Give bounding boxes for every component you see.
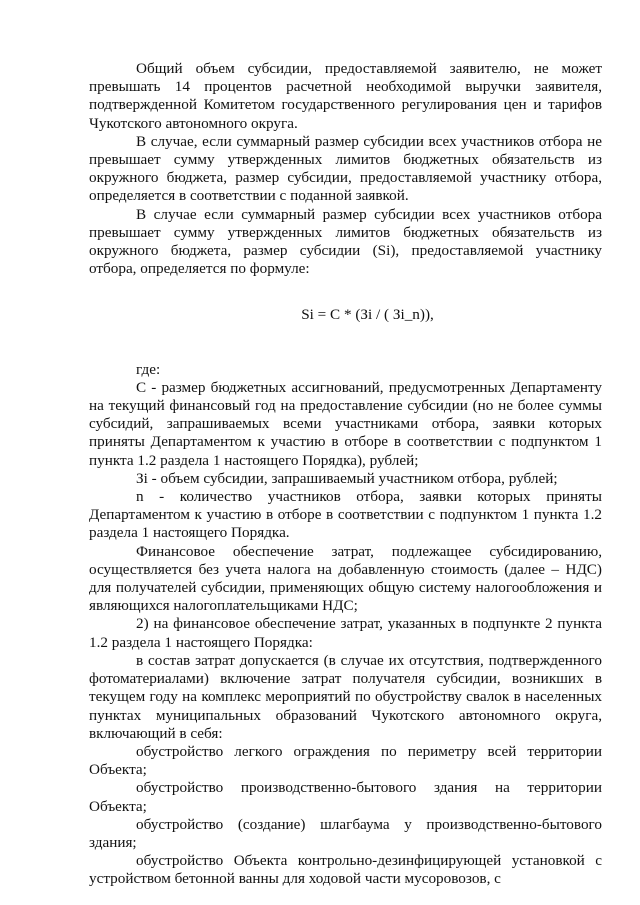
paragraph-vat: Финансовое обеспечение затрат, подлежащее субсидированию, осуществляется без учета налога на добавленную стоимость (далее – НДС) для получателей субсидии, применяющих общую систему налогообложения и являющихся налогоплательщиками НДС; bbox=[89, 542, 602, 615]
paragraph-item-2: 2) на финансовое обеспечение затрат, указанных в подпункте 2 пункта 1.2 раздела 1 настоящего Порядка: bbox=[89, 615, 602, 651]
formula: Si = C * (Зi / ( Зi_n)), bbox=[301, 306, 434, 324]
paragraph-where: где: bbox=[136, 360, 161, 378]
list-item-disinfection: обустройство Объекта контрольно-дезинфицирующей установкой с устройством бетонной ванны для ходовой части мусоровозов, с bbox=[89, 852, 602, 888]
paragraph-costs-composition: в состав затрат допускается (в случае их отсутствия, подтвержденного фотоматериалами) включение затрат получателя субсидии, возникших в текущем году на комплекс мероприятий по обустройству свалок в населенных пунктах муниципальных образований Чукотского автономного округа, включающий в себя: bbox=[89, 651, 602, 742]
paragraph-within-limits: В случае, если суммарный размер субсидии всех участников отбора не превышает сумму утвержденных лимитов бюджетных обязательств из окружного бюджета, размер субсидии, предоставляемой участнику отбора, определяется в соответствии с поданной заявкой. bbox=[89, 132, 602, 205]
definition-c: С - размер бюджетных ассигнований, предусмотренных Департаменту на текущий финансовый год на предоставление субсидии (но не более суммы субсидий, запрашиваемых всеми участниками отбора, заявки которых приняты Департаментом к участию в отборе в соответствии с подпунктом 1 пункта 1.2 раздела 1 настоящего Порядка), рублей; bbox=[89, 378, 602, 469]
paragraph-subsidy-limit: Общий объем субсидии, предоставляемой заявителю, не может превышать 14 процентов расчетной необходимой выручки заявителя, подтвержденной Комитетом государственного регулирования цен и тарифов Чукотского автономного округа. bbox=[89, 60, 602, 132]
list-item-building: обустройство производственно-бытового здания на территории Объекта; bbox=[89, 779, 602, 815]
document-page bbox=[89, 60, 602, 889]
list-item-barrier: обустройство (создание) шлагбаума у производственно-бытового здания; bbox=[89, 815, 602, 851]
definition-zi: Зi - объем субсидии, запрашиваемый участником отбора, рублей; bbox=[136, 469, 558, 487]
list-item-fence: обустройство легкого ограждения по периметру всей территории Объекта; bbox=[89, 742, 602, 779]
paragraph-exceeds-limits: В случае если суммарный размер субсидии всех участников отбора превышает сумму утвержденных лимитов бюджетных обязательств из окружного бюджета, размер субсидии (Si), предоставляемой участнику отбора, определяется по формуле: bbox=[89, 205, 602, 278]
definition-n: n - количество участников отбора, заявки которых приняты Департаментом к участию в отборе в соответствии с подпунктом 1 пункта 1.2 раздела 1 настоящего Порядка. bbox=[89, 488, 602, 542]
